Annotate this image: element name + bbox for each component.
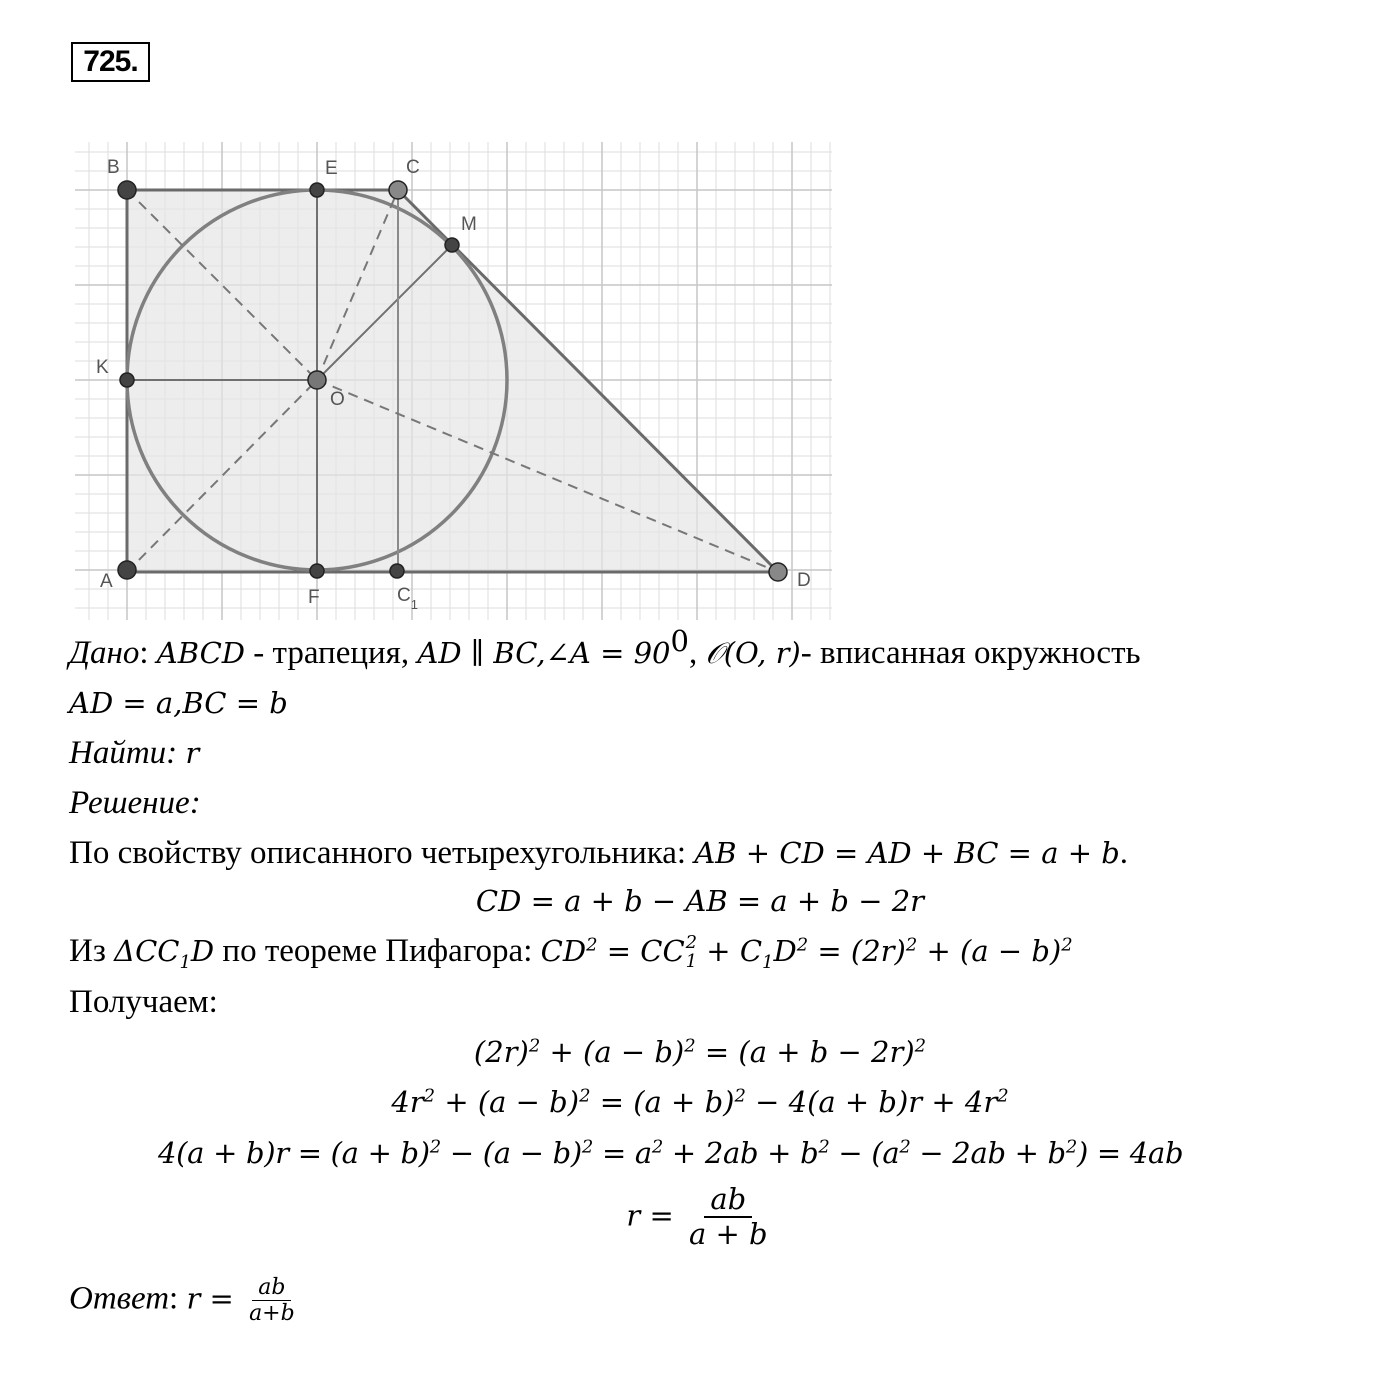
answer-line: Ответ: r = $\frac{ab}{a+b}$ — [69, 1275, 301, 1327]
fraction-numerator: ab — [704, 1183, 752, 1218]
given-line: Дано: ABCD - трапеция, AD ∥ BC,∠A = $90^0$, 𝒪(O, r)- вписанная окружность — [69, 624, 1141, 671]
label-c: C — [406, 157, 420, 178]
point-b — [118, 181, 136, 199]
cd-equation: CD = a + b − AB = a + b − 2r — [475, 884, 925, 918]
fraction-denominator: a + b — [689, 1217, 768, 1252]
equation-3: $4(a + b)r = (a + b)^2 - (a - b)^2 = a^2 + 2ab + b^2 - (a^2 - 2ab + b^2) = 4ab$ — [158, 1136, 1184, 1170]
answer-denominator: a+b — [249, 1301, 295, 1327]
problem-number: 725. — [71, 42, 150, 82]
label-f: F — [308, 587, 320, 608]
label-o: O — [330, 389, 345, 410]
find-line: Найти: r — [69, 735, 200, 771]
point-a — [118, 561, 136, 579]
point-d — [769, 563, 787, 581]
equation-2: $4r^2 + (a - b)^2 = (a + b)^2 - 4(a + b)r + 4r^2$ — [391, 1085, 1009, 1119]
answer-numerator: ab — [252, 1275, 291, 1301]
label-d: D — [797, 570, 811, 591]
property-line: По свойству описанного четырехугольника: AB + CD = AD + BC = a + b. — [69, 835, 1129, 871]
equation-1: $(2r)^2 + (a - b)^2 = (a + b - 2r)^2$ — [473, 1035, 927, 1069]
point-e — [310, 183, 324, 197]
solution-heading: Решение: — [69, 785, 201, 821]
point-o — [308, 371, 326, 389]
trapezoid-figure — [0, 0, 1400, 640]
pythagoras-line: Из $\Delta CC_1D$ по теореме Пифагора: $CD^2$ = CC 2 1 + $C_1D^2 = (2r)^2 + (a - b)^2$ — [69, 932, 1073, 973]
get-line: Получаем: — [69, 984, 218, 1020]
given-line-2: AD = a,BC = b — [69, 686, 288, 720]
point-m — [445, 238, 459, 252]
label-b: B — [107, 157, 120, 178]
point-f — [310, 564, 324, 578]
label-e: E — [325, 158, 338, 179]
point-k — [120, 373, 134, 387]
point-c — [389, 181, 407, 199]
label-m: M — [461, 214, 477, 235]
label-k: K — [96, 357, 109, 378]
label-c1: $C_1$ — [397, 585, 418, 612]
label-a: A — [100, 571, 113, 592]
point-c1 — [390, 564, 404, 578]
equation-4: r = $\frac{ab}{a + b}$ — [0, 1183, 1400, 1252]
